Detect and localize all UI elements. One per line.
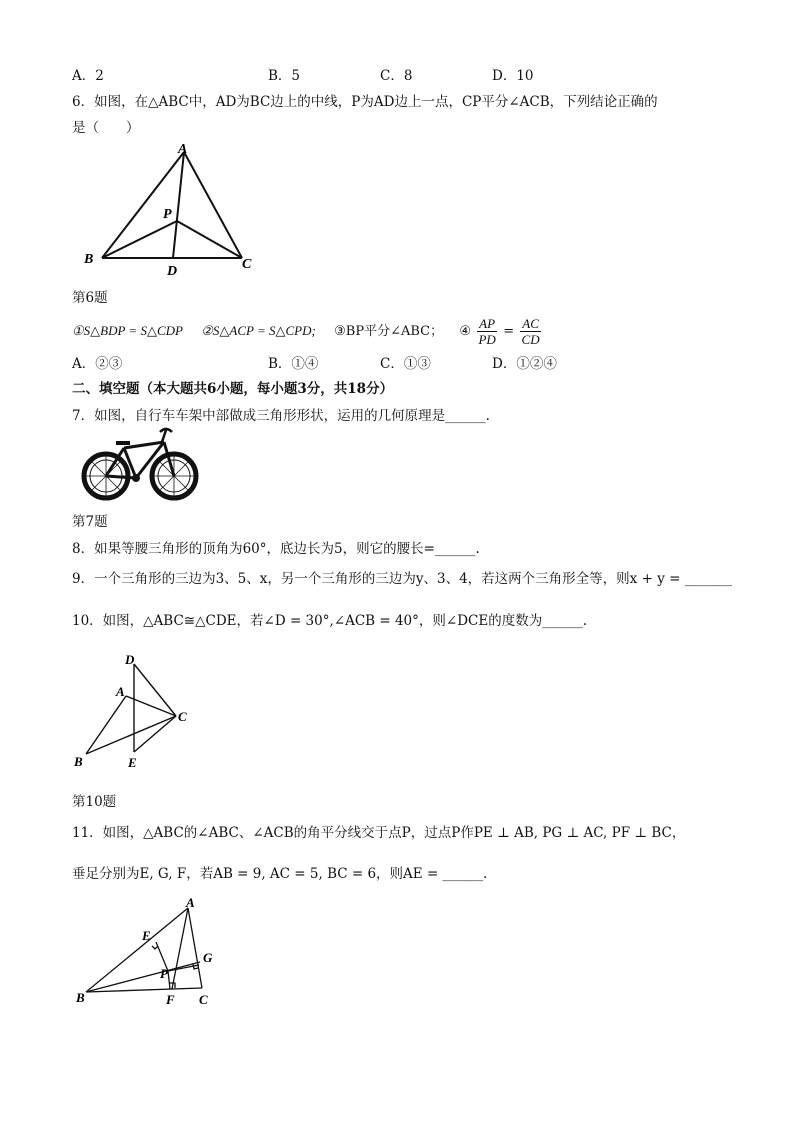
q10-label-a: A (116, 684, 125, 699)
q6-fraction-equals: = (503, 324, 515, 339)
q6-label-c: C (242, 257, 252, 272)
q6-statement-3: ③BP平分∠ABC； (334, 324, 444, 339)
q7-bicycle-image (78, 426, 203, 502)
q10-label-c: C (178, 709, 187, 724)
q10-label-b: B (74, 754, 83, 769)
q6-option-a: A．②③ (72, 356, 123, 372)
q6-fraction-denominator: PD (478, 332, 496, 347)
q10-stem: 10．如图，△ABC≅△CDE，若∠D = 30°,∠ACB = 40°，则∠DCE的度数为______. (72, 613, 588, 629)
q6-stem-line1: 6．如图，在△ABC中，AD为BC边上的中线，P为AD边上一点，CP平分∠ACB，下列结论正确的 (72, 94, 658, 110)
q10-figure-triangles (70, 648, 205, 772)
q11-label-a: A (186, 895, 195, 910)
q6-label-a: A (178, 142, 188, 157)
q6-label-d: D (167, 264, 178, 279)
q7-stem: 7．如图，自行车车架中部做成三角形形状，运用的几何原理是______. (72, 408, 490, 424)
q11-label-b: B (76, 990, 85, 1005)
q5-option-c: C．8 (380, 68, 413, 84)
q5-option-d: D．10 (492, 68, 534, 84)
q6-fraction-ac-cd (520, 316, 541, 347)
q9-stem: 9．一个三角形的三边为3、5、x，另一个三角形的三边为y、3、4，若这两个三角形全等，则x + y = _______ (72, 571, 732, 587)
q6-fraction-denominator: CD (521, 332, 540, 347)
q6-label-b: B (84, 252, 94, 267)
q5-option-a: A．2 (72, 68, 104, 84)
q6-segment-ab (102, 152, 184, 258)
q11-stem-line2: 垂足分别为E, G, F，若AB = 9, AC = 5, BC = 6，则AE = ______. (72, 866, 488, 882)
q6-option-d: D．①②④ (492, 356, 557, 372)
q6-statements (72, 316, 543, 347)
q6-fraction-ap-pd (477, 316, 497, 347)
q6-fraction-numerator: AC (522, 316, 539, 331)
q6-option-b: B．①④ (268, 356, 319, 372)
q6-statement-1: ①S△BDP = S△CDP (72, 323, 183, 338)
q11-label-e: E (142, 928, 151, 943)
q6-stem-line2: 是（ ） (72, 120, 140, 136)
q10-label-e: E (128, 755, 137, 770)
q11-stem-line1: 11．如图，△ABC的∠ABC、∠ACB的角平分线交于点P，过点P作PE ⊥ AB, PG ⊥ AC, PF ⊥ BC， (72, 825, 686, 841)
q6-segment-bp (102, 221, 177, 258)
q10-label-d: D (125, 652, 135, 667)
q6-segment-ad (173, 152, 184, 258)
q7-caption: 第7题 (72, 514, 108, 530)
q8-stem: 8．如果等腰三角形的顶角为60°，底边长为5，则它的腰长=______. (72, 541, 480, 557)
q6-figure-triangle (80, 138, 260, 280)
q11-label-f: F (166, 992, 175, 1007)
q6-option-c: C．①③ (380, 356, 431, 372)
q11-label-g: G (203, 950, 213, 965)
q5-option-b: B．5 (268, 68, 301, 84)
q6-statement-4-prefix: ④ (459, 324, 472, 339)
q11-label-c: C (199, 992, 208, 1007)
q6-caption: 第6题 (72, 290, 108, 306)
q6-label-p: P (163, 207, 172, 222)
q6-fraction-numerator: AP (479, 316, 496, 331)
section-2-title: 二、填空题（本大题共6小题，每小题3分，共18分） (72, 381, 394, 397)
q6-statement-2: ②S△ACP = S△CPD; (201, 323, 316, 338)
q11-figure-triangle (72, 892, 222, 1010)
q11-label-p: P (160, 966, 168, 981)
q10-caption: 第10题 (72, 794, 117, 810)
